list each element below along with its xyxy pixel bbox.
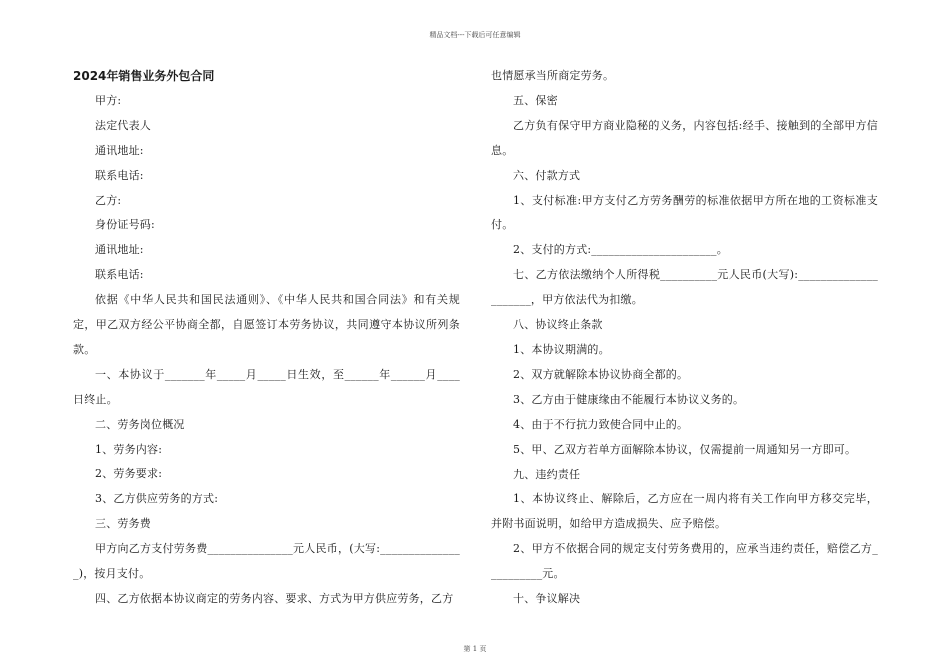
clause-3-fee: 甲方向乙方支付劳务费_______________元人民币，(大写:_______________)，按月支付。 bbox=[73, 542, 460, 581]
clause-8-item-3: 3、乙方由于健康缘由不能履行本协议义务的。 bbox=[513, 392, 745, 406]
document-title: 2024年销售业务外包合同 bbox=[73, 69, 215, 83]
clause-6-item-1: 1、支付标准:甲方支付乙方劳务酬劳的标准依据甲方所在地的工资标准支付。 bbox=[491, 193, 878, 232]
clause-6-item-2: 2、支付的方式:______________________。 bbox=[513, 243, 728, 257]
page-header: 精品文档---下载后可任意编辑 bbox=[429, 31, 521, 39]
clause-10-heading: 十、争议解决 bbox=[513, 592, 581, 606]
clause-2-heading: 二、劳务岗位概况 bbox=[95, 417, 185, 431]
clause-9-item-2: 2、甲方不依据合同的规定支付劳务费用的，应承当违约责任，赔偿乙方__________元。 bbox=[491, 542, 878, 581]
clause-3-heading: 三、劳务费 bbox=[95, 517, 151, 531]
clause-2-item-3: 3、乙方供应劳务的方式: bbox=[95, 492, 219, 506]
clause-6-heading: 六、付款方式 bbox=[513, 168, 581, 182]
party-a-address-line: 通讯地址: bbox=[95, 143, 144, 157]
party-b-phone-line: 联系电话: bbox=[95, 268, 144, 282]
clause-4-start: 四、乙方依据本协议商定的劳务内容、要求、方式为甲方供应劳务，乙方 bbox=[95, 592, 454, 606]
preamble-paragraph: 依据《中华人民共和国民法通则》、《中华人民共和国合同法》和有关规定，甲乙双方经公平协商全都，自愿签订本劳务协议，共同遵守本协议所列条款。 bbox=[73, 293, 460, 356]
party-a-line: 甲方: bbox=[95, 93, 122, 107]
clause-8-item-2: 2、双方就解除本协议协商全都的。 bbox=[513, 367, 689, 381]
party-a-phone-line: 联系电话: bbox=[95, 168, 144, 182]
clause-5-heading: 五、保密 bbox=[513, 93, 558, 107]
id-number-line: 身份证号码: bbox=[95, 218, 155, 232]
clause-9-item-1: 1、本协议终止、解除后，乙方应在一周内将有关工作向甲方移交完毕，并附书面说明，如给甲方造成损失、应予赔偿。 bbox=[491, 492, 878, 531]
clause-2-item-1: 1、劳务内容: bbox=[95, 442, 163, 456]
legal-rep-line: 法定代表人 bbox=[95, 118, 151, 132]
right-column bbox=[491, 64, 878, 612]
clause-8-item-4: 4、由于不行抗力致使合同中止的。 bbox=[513, 417, 689, 431]
clause-2-item-2: 2、劳务要求: bbox=[95, 467, 163, 481]
clause-5-confidentiality: 乙方负有保守甲方商业隐秘的义务，内容包括:经手、接触到的全部甲方信息。 bbox=[491, 118, 878, 157]
clause-7-tax: 七、乙方依法缴纳个人所得税__________元人民币(大写):_____________________，甲方依法代为扣缴。 bbox=[491, 268, 878, 307]
clause-4-continuation: 也情愿承当所商定劳务。 bbox=[491, 69, 615, 82]
party-b-line: 乙方: bbox=[95, 193, 122, 207]
party-b-address-line: 通讯地址: bbox=[95, 243, 144, 257]
clause-8-heading: 八、协议终止条款 bbox=[513, 318, 603, 332]
clause-1-term: 一、本协议于_______年_____月_____日生效，至______年______月____日终止。 bbox=[73, 367, 460, 406]
clause-9-heading: 九、违约责任 bbox=[513, 467, 581, 481]
left-column bbox=[73, 64, 460, 612]
page-footer: 第 1 页 bbox=[463, 645, 487, 653]
clause-8-item-1: 1、本协议期满的。 bbox=[513, 342, 610, 356]
clause-8-item-5: 5、甲、乙双方若单方面解除本协议，仅需提前一周通知另一方即可。 bbox=[513, 442, 857, 456]
